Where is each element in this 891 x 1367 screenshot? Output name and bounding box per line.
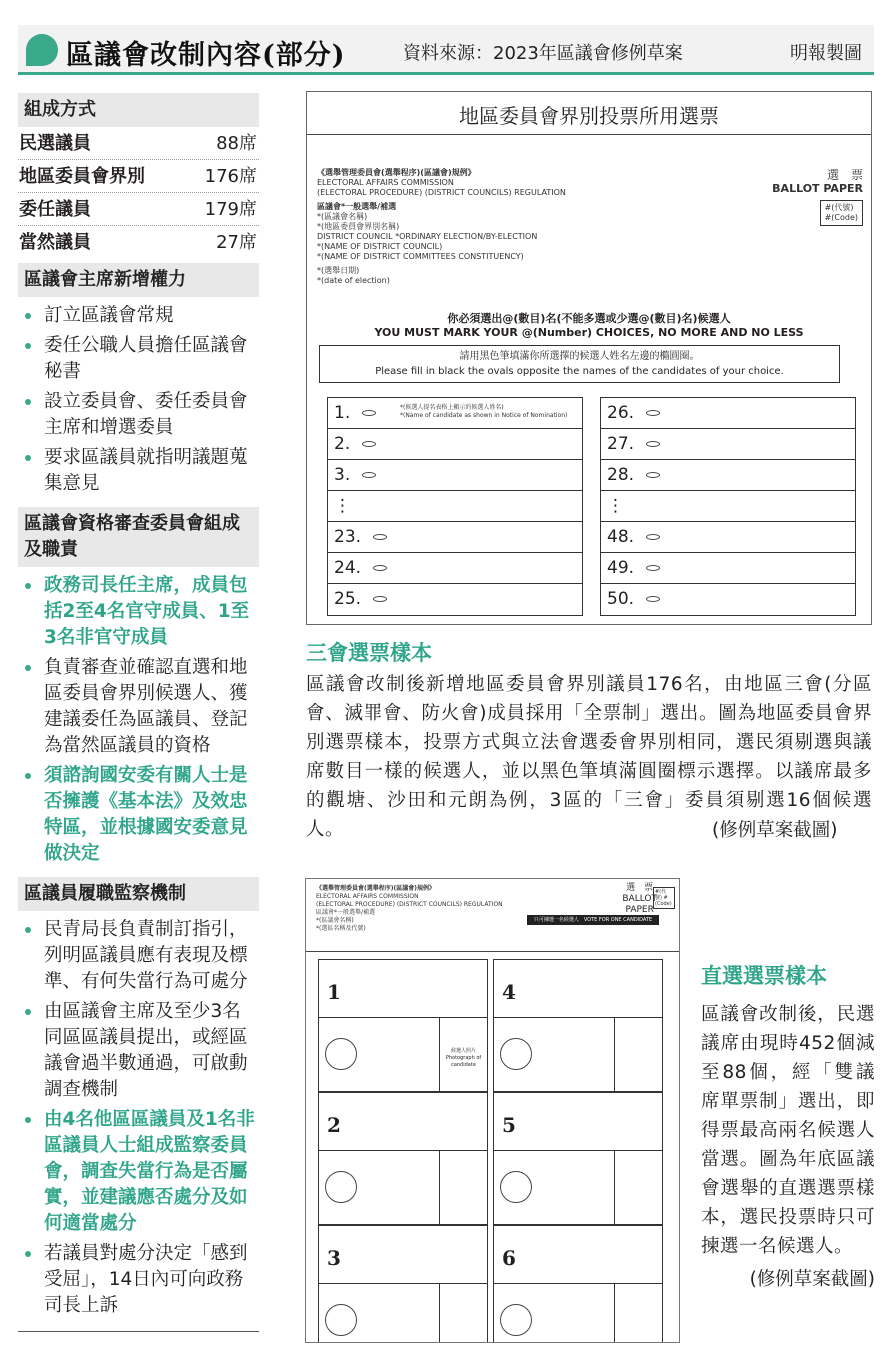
list-item: 設立委員會、委任委員會主席和增選委員 [18,389,259,441]
candidate-row: 25. [328,584,582,615]
caption-credit: (修例草案截圖) [712,820,838,841]
oval-icon [362,472,376,478]
caption-title: 三會選票樣本 [306,641,432,665]
district-committees-ballot-image [306,91,872,625]
ballot-instruction: 你必須選出@(數目)名(不能多選或少選@(數目)名)候選人 YOU MUST MARK YOUR @(Number) CHOICES, NO MORE AND NO LESS [374,312,804,339]
source-note: 資料來源：2023年區議會修例草案 [403,43,683,64]
speech-bubble-icon [26,34,58,66]
vote-one-banner: 只可揀選一名候選人 VOTE FOR ONE CANDIDATE ONLY [527,915,659,925]
monitoring-list [18,911,259,1329]
ballot-paper-label: 選 票 BALLOT PAPER #(代號) #(Code) [772,168,863,226]
code-box: #(代號) #(Code) [653,887,675,909]
oval-icon [646,410,660,416]
graphic-credit: 明報製圖 [790,43,862,64]
ballot-title: 地區委員會界別投票所用選票 [459,104,719,128]
photo-placeholder: 候選人照片 Photograph of candidate [439,1018,487,1091]
ballot-paper-label: 選 票 BALLOT PAPER [622,883,657,915]
chair-powers-list [18,297,259,507]
seat-row: 民選議員 88席 [18,127,259,160]
divider [307,134,871,135]
oval-icon [646,534,660,540]
direct-election-ballot-image [305,878,680,1343]
candidate-box: 4 [493,959,663,1092]
candidate-row: 1. *(候選人提名表格上顯示的候選人姓名) *(Name of candidate as shown in Notice of Nomination) [328,398,582,429]
candidate-row: 26. [601,398,855,429]
page-title: 區議會改制內容(部分) [66,40,346,71]
list-item: 要求區議員就指明議題蒐集意見 [18,445,259,497]
candidate-box: 3 [318,1225,488,1343]
candidate-column-left [327,397,583,616]
left-column [18,93,259,1332]
oval-icon [373,565,387,571]
list-item: 政務司長任主席，成員包括2至4名官守成員、1至3名非官守成員 [18,573,259,651]
circle-icon [325,1304,357,1336]
caption-text: 區議會改制後，民選議席由現時452個減至88個，經「雙議席單票制」選出，即得票最高兩名候選人當選。圖為年底區議會選舉的直選選票樣本，選民投票時只可揀選一名候選人。 [701,1004,875,1257]
circle-icon [500,1304,532,1336]
oval-icon [362,441,376,447]
circle-icon [325,1171,357,1203]
candidate-row: 48. [601,522,855,553]
candidate-row: 28. [601,460,855,491]
candidate-row: ⋮ [328,491,582,522]
list-item: 由區議會主席及至少3名同區區議員提出，或經區議會過半數通過，可啟動調查機制 [18,999,259,1103]
oval-icon [373,534,387,540]
oval-icon [646,441,660,447]
candidate-box: 6 [493,1225,663,1343]
candidate-box: 5 [493,1092,663,1225]
vetting-heading: 區議會資格審查委員會組成及職責 [18,507,259,567]
oval-icon [362,410,376,416]
list-item: 訂立區議會常規 [18,303,259,329]
candidate-column-right [600,397,856,616]
fill-instruction-box: 請用黑色筆填滿你所選擇的候選人姓名左邊的橢圓圈。 Please fill in black the ovals opposite the names of the candidates of your choice. [319,345,840,383]
caption-credit: (修例草案截圖) [749,1269,875,1290]
candidate-row: 49. [601,553,855,584]
code-box: #(代號) #(Code) [820,200,863,226]
candidate-row: 27. [601,429,855,460]
monitoring-heading: 區議員履職監察機制 [18,877,259,911]
caption-text: 區議會改制後新增地區委員會界別議員176名，由地區三會(分區會、滅罪會、防火會)成員採用「全票制」選出。圖為地區委員會界別選票樣本，投票方式與立法會選委會界別相同，選民須剔選與議席數目一樣的候選人，並以黑色筆填滿圓圈標示選擇。以議席最多的觀塘、沙田和元朗為例，3區的「三會」委員須剔選16個候選人。 [306,674,872,840]
candidate-row: 24. [328,553,582,584]
circle-icon [325,1038,357,1070]
seat-row: 地區委員會界別 176席 [18,160,259,193]
divider [18,1331,259,1332]
candidate-row: 23. [328,522,582,553]
oval-icon [646,596,660,602]
composition-table [18,127,259,259]
list-item: 負責審查並確認直選和地區委員會界別候選人、獲建議委任為區議員、登記為當然區議員的資格 [18,655,259,759]
divider [306,951,679,952]
oval-icon [373,596,387,602]
ballot-header-text: 《選舉管理委員會(選舉程序)(區議會)規例》 ELECTORAL AFFAIRS COMMISSION (ELECTORAL PROCEDURE) (DISTRICT COUNCILS) REGULATION 區議會*一般選舉/補選 *(區議會名稱) *(選區名稱及代號) [316,885,503,932]
vetting-list [18,567,259,877]
candidate-row: 3. [328,460,582,491]
list-item: 須諮詢國安委有關人士是否擁護《基本法》及效忠特區，並根據國安委意見做決定 [18,763,259,867]
circle-icon [500,1038,532,1070]
oval-icon [646,565,660,571]
composition-heading: 組成方式 [18,93,259,127]
candidate-box: 2 [318,1092,488,1225]
candidate-row: 2. [328,429,582,460]
candidate-row: 50. [601,584,855,615]
circle-icon [500,1171,532,1203]
seat-row: 委任議員 179席 [18,193,259,226]
list-item: 委任公職人員擔任區議會秘書 [18,333,259,385]
ballot-header-text: 《選舉管理委員會(選舉程序)(區議會)規例》 ELECTORAL AFFAIRS COMMISSION (ELECTORAL PROCEDURE) (DISTRICT COUNCILS) REGULATION 區議會*一般選舉/補選 *(區議會名稱) *(地區委員會界別名稱) DISTRICT COUNCIL *ORDINARY ELECTION/BY-ELECTION *(NAME OF DISTRICT COUNCIL) *(NAME OF DISTRICT COMMITTEES CONSTITUENCY) *(選舉日期) *(date of election) [317,168,566,285]
caption-block-direct [701,960,875,1294]
list-item: 由4名他區區議員及1名非區議員人士組成監察委員會，調查失當行為是否屬實，並建議應否處分及如何適當處分 [18,1107,259,1237]
header-bar [18,25,874,75]
candidate-row: ⋮ [601,491,855,522]
seat-row: 當然議員 27席 [19,232,257,253]
candidate-box: 1 候選人照片 Photograph of candidate [318,959,488,1092]
oval-icon [646,472,660,478]
list-item: 民青局長負責制訂指引，列明區議員應有表現及標準、有何失當行為可處分 [18,917,259,995]
list-item: 若議員對處分決定「感到受屈」，14日內可向政務司長上訴 [18,1241,259,1319]
caption-title: 直選選票樣本 [701,964,827,988]
chair-powers-heading: 區議會主席新增權力 [18,263,259,297]
